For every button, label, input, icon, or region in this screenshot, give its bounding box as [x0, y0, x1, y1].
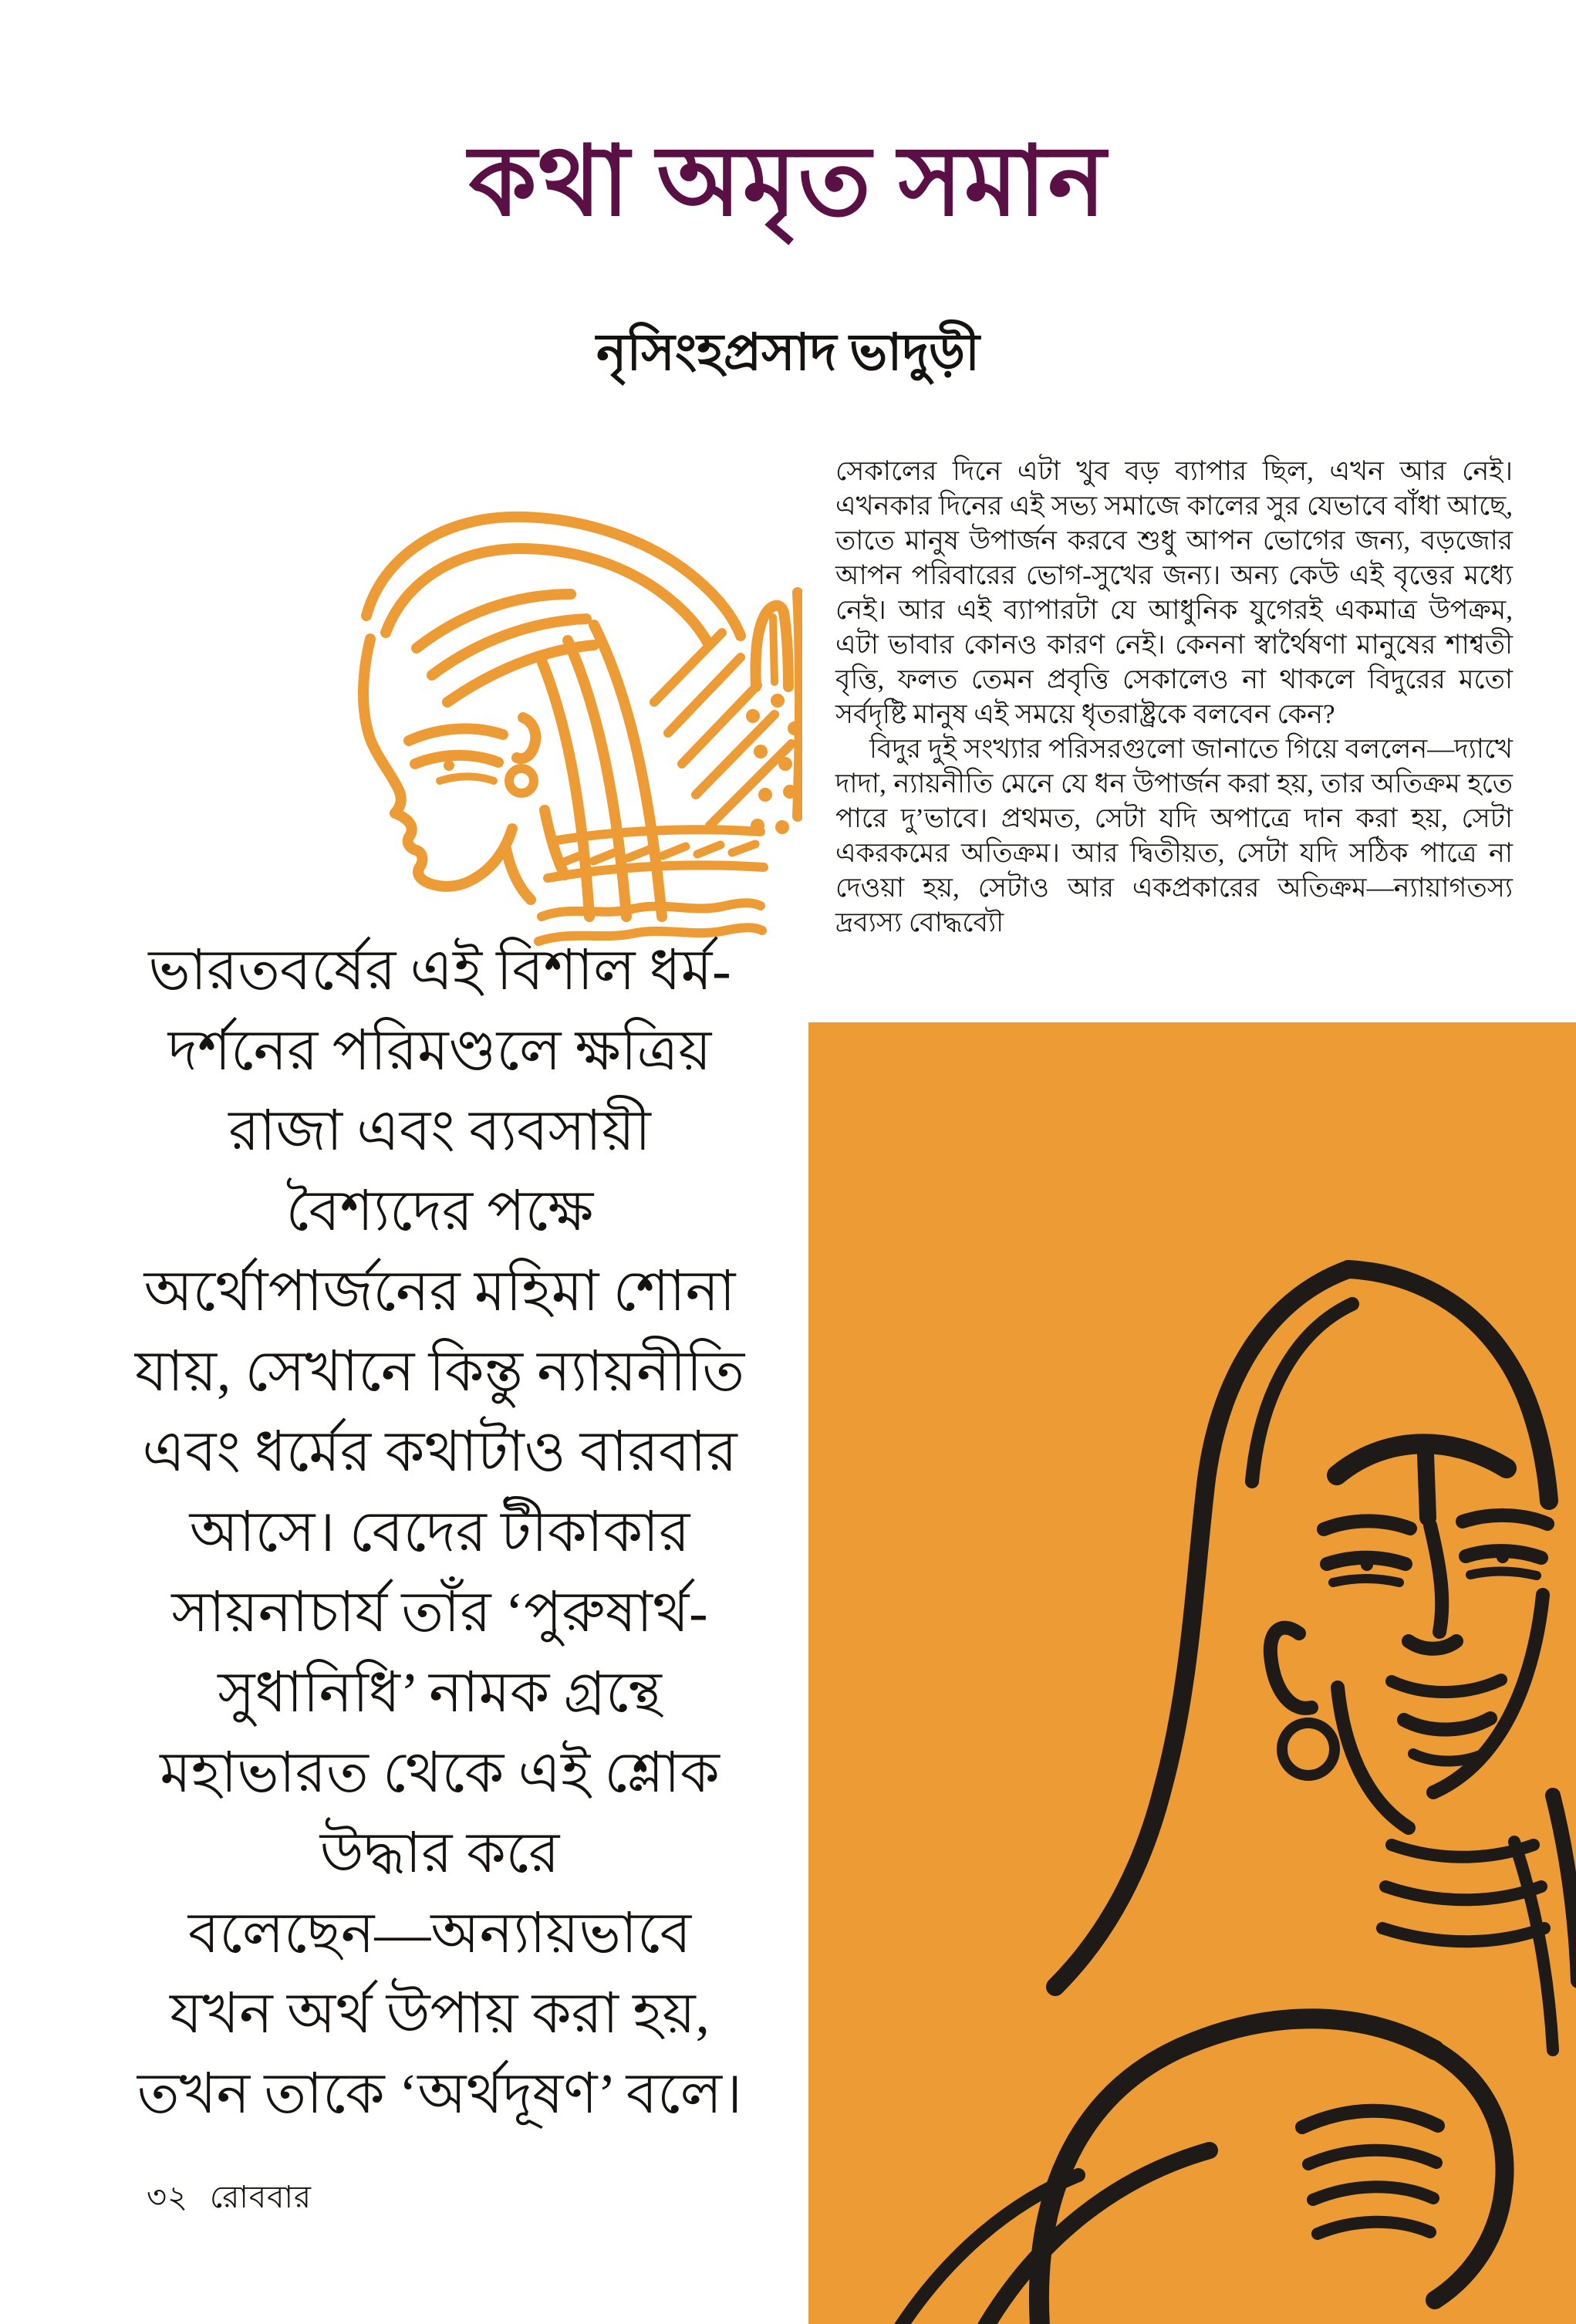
display-line: দর্শনের পরিমণ্ডলে ক্ষত্রিয় — [167, 1019, 712, 1082]
display-line: মহাভারত থেকে এই শ্লোক — [160, 1741, 720, 1804]
display-line: সায়নাচার্য তাঁর ‘পুরুষার্থ- — [171, 1581, 708, 1643]
woman-profile-illustration-icon — [324, 485, 802, 948]
page-footer — [147, 2173, 312, 2224]
display-line: আসে। বেদের টীকাকার — [189, 1501, 690, 1563]
intro-paragraph-2: বিদুর দুই সংখ্যার পরিসরগুলো জানাতে গিয়ে বললেন—দ্যাখে দাদা, ন্যায়নীতি মেনে যে ধন উপার্জন করা হয়, তার অতিক্রম হতে পারে দু’ভাবে। প্রথমত, সেটা যদি অপাত্রে দান করা হয়, সেটা একরকমের অতিক্রম। আর দ্বিতীয়ত, সেটা যদি সঠিক পাত্রে না দেওয়া হয়, সেটাও আর একপ্রকারের অতিক্রম—ন্যায়াগতস্য দ্রব্যস্য বোদ্ধব্যৌ — [835, 734, 1513, 937]
orange-illustration-panel — [808, 1022, 1576, 2324]
display-line: রাজা এবং ব্যবসায়ী — [228, 1100, 651, 1162]
page-number: ৩২ — [147, 2180, 189, 2214]
magazine-name: রোববার — [210, 2180, 312, 2214]
display-line: বৈশ্যদের পক্ষে — [285, 1180, 594, 1242]
display-line: যায়, সেখানে কিন্তু ন্যায়নীতি — [134, 1340, 745, 1403]
display-line: বলেছেন—অন্যায়ভাবে — [187, 1902, 692, 1964]
display-line: অর্থোপার্জনের মহিমা শোনা — [143, 1260, 736, 1322]
display-line: এবং ধর্মের কথাটাও বারবার — [142, 1420, 737, 1483]
veiled-figure-illustration-icon — [808, 1022, 1576, 2324]
article-title: কথা অমৃত সমান — [468, 129, 1108, 236]
article-author: নৃসিংহপ্রসাদ ভাদুড়ী — [596, 325, 980, 381]
display-line: যখন অর্থ উপায় করা হয়, — [170, 1982, 710, 2045]
display-text-block — [73, 931, 806, 2134]
display-line: সুধানিধি’ নামক গ্রন্থে — [218, 1661, 662, 1724]
display-line: ভারতবর্ষের এই বিশাল ধর্ম- — [148, 939, 731, 1002]
display-line: উদ্ধার করে — [319, 1822, 560, 1884]
intro-column — [835, 454, 1513, 940]
display-line: তখন তাকে ‘অর্থদূষণ’ বলে। — [137, 2062, 743, 2125]
intro-paragraph-1: সেকালের দিনে এটা খুব বড় ব্যাপার ছিল, এখন আর নেই। এখনকার দিনের এই সভ্য সমাজে কালের সুর যেভাবে বাঁধা আছে, তাতে মানুষ উপার্জন করবে শুধু আপন ভোগের জন্য, বড়জোর আপন পরিবারের ভোগ-সুখের জন্য। অন্য কেউ এই বৃত্তের মধ্যে নেই। আর এই ব্যাপারটা যে আধুনিক যুগেরই একমাত্র উপক্রম, এটা ভাবার কোনও কারণ নেই। কেননা স্বার্থৈষণা মানুষের শাশ্বতী বৃত্তি, ফলত তেমন প্রবৃত্তি সেকালেও না থাকলে বিদুরের মতো সর্বদৃষ্টি মানুষ এই সময়ে ধৃতরাষ্ট্রকে বলবেন কেন? — [835, 456, 1513, 729]
